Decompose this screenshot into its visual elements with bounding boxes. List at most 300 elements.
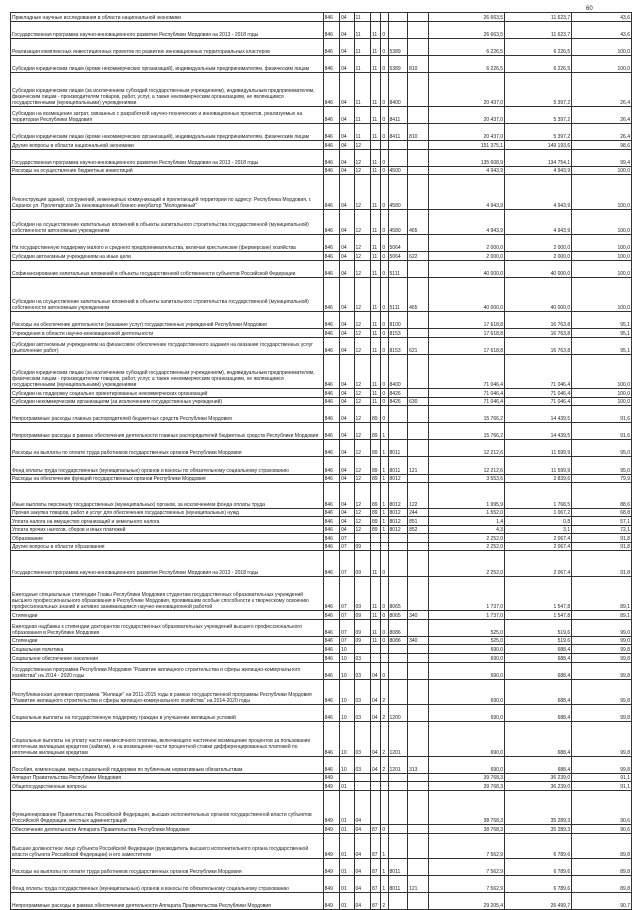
code-cell [388, 542, 408, 551]
table-row [11, 21, 632, 38]
row-name: Прикладные научные исследования в области национальной экономики [11, 13, 324, 22]
code-cell: 4580 [388, 209, 408, 235]
amount-cell: 1 737,0 [428, 577, 504, 611]
amount-cell: 688,4 [505, 705, 572, 722]
code-cell: 846 [323, 38, 340, 55]
amount-cell: 17 618,8 [428, 329, 504, 338]
table-row [11, 525, 632, 534]
code-cell: 12 [354, 474, 371, 483]
table-row [11, 235, 632, 252]
amount-cell: 91,8 [572, 534, 632, 543]
code-cell: 04 [340, 21, 354, 38]
row-name: Общегосударственные вопросы [11, 782, 324, 791]
code-cell: 0 [381, 389, 388, 398]
code-cell: 846 [323, 166, 340, 175]
row-name: Учреждения в области научно-инновационной деятельности [11, 329, 324, 338]
code-cell [388, 824, 408, 833]
row-name: Функционирование Правительства Российской Федерации, высших исполнительных органов государственной власти субъектов Российской Федерации, местных администраций [11, 790, 324, 824]
code-cell [388, 773, 408, 782]
code-cell: 846 [323, 483, 340, 509]
code-cell [408, 790, 429, 824]
amount-cell: 7 562,9 [428, 876, 504, 893]
code-cell: 1 [381, 474, 388, 483]
amount-cell: 688,4 [505, 662, 572, 679]
code-cell: 04 [354, 893, 371, 910]
code-cell [388, 141, 408, 150]
code-cell: 03 [354, 679, 371, 705]
code-cell [408, 577, 429, 611]
amount-cell: 99,0 [572, 619, 632, 636]
amount-cell: 16 763,8 [505, 312, 572, 329]
code-cell: 0 [381, 166, 388, 175]
code-cell [388, 13, 408, 22]
row-name: Реализация комплексных инвестиционных проектов по развитию инновационных территориальных кластеров [11, 38, 324, 55]
code-cell [381, 782, 388, 791]
code-cell: 89 [371, 440, 381, 457]
code-cell: 03 [354, 756, 371, 773]
code-cell: 630 [408, 397, 429, 406]
amount-cell: 90,7 [572, 893, 632, 910]
code-cell: 12 [354, 354, 371, 388]
row-name: Другие вопросы в области образования [11, 542, 324, 551]
row-name: Иные выплаты персоналу государственных (муниципальных) органов, за исключением фонда оплаты труда [11, 483, 324, 509]
code-cell [381, 542, 388, 551]
code-cell: 846 [323, 534, 340, 543]
amount-cell: 690,0 [428, 705, 504, 722]
code-cell: 11 [371, 329, 381, 338]
amount-cell: 688,4 [505, 645, 572, 654]
code-cell [408, 782, 429, 791]
code-cell: 04 [354, 790, 371, 824]
code-cell: 846 [323, 525, 340, 534]
amount-cell: 5 397,2 [505, 72, 572, 106]
code-cell: 03 [354, 662, 371, 679]
code-cell: 11 [371, 209, 381, 235]
code-cell [408, 21, 429, 38]
amount-cell: 26 663,5 [428, 21, 504, 38]
row-name: Государственная программа научно-инновационного развития Республики Мордовия на 2013 - 2018 годы [11, 149, 324, 166]
code-cell: 12 [354, 397, 371, 406]
code-cell: 12 [354, 235, 371, 252]
code-cell [408, 645, 429, 654]
amount-cell: 40 000,0 [428, 277, 504, 311]
code-cell: 04 [371, 662, 381, 679]
table-row [11, 337, 632, 354]
code-cell: 04 [340, 483, 354, 509]
code-cell: 11 [371, 636, 381, 645]
amount-cell: 2 252,0 [428, 551, 504, 577]
code-cell: 846 [323, 440, 340, 457]
code-cell [371, 654, 381, 663]
code-cell [388, 406, 408, 423]
code-cell: 11 [371, 577, 381, 611]
row-name: Ежегодная надбавка к стипендии докторантов государственных образовательных учреждений высшего профессионального образования в Республике Мордовия [11, 619, 324, 636]
code-cell: 11 [371, 235, 381, 252]
code-cell: 11 [371, 72, 381, 106]
code-cell: 10 [340, 679, 354, 705]
amount-cell: 1,4 [428, 517, 504, 526]
code-cell [371, 773, 381, 782]
amount-cell: 6 789,6 [505, 859, 572, 876]
code-cell: 11 [371, 166, 381, 175]
code-cell [408, 833, 429, 859]
code-cell [381, 645, 388, 654]
amount-cell: 39 768,3 [428, 773, 504, 782]
code-cell: 0 [381, 149, 388, 166]
code-cell [408, 722, 429, 756]
code-cell: 12 [354, 175, 371, 209]
budget-table-body [11, 13, 632, 910]
row-name: Стипендии [11, 636, 324, 645]
amount-cell: 688,4 [505, 654, 572, 663]
code-cell: 8065 [388, 577, 408, 611]
code-cell: 89 [371, 517, 381, 526]
code-cell: 11 [354, 38, 371, 55]
row-name: Фонд оплаты труда государственных (муниципальных) органов и взносы по обязательному социальному страхованию [11, 876, 324, 893]
code-cell: 846 [323, 149, 340, 166]
amount-cell: 4 943,9 [505, 166, 572, 175]
code-cell: 11 [371, 312, 381, 329]
code-cell: 8400 [388, 72, 408, 106]
code-cell: 846 [323, 619, 340, 636]
row-name: Уплата налога на имущество организаций и земельного налога [11, 517, 324, 526]
amount-cell: 100,0 [572, 389, 632, 398]
amount-cell: 35 289,3 [505, 824, 572, 833]
code-cell: 8011 [388, 876, 408, 893]
amount-cell: 16 763,8 [505, 337, 572, 354]
amount-cell: 91,6 [572, 406, 632, 423]
code-cell: 849 [323, 833, 340, 859]
code-cell: 09 [354, 619, 371, 636]
code-cell: 846 [323, 397, 340, 406]
code-cell: 8100 [388, 312, 408, 329]
row-name: Субсидии автономным учреждениям на финансовое обеспечение государственного задания на оказание государственных услуг (выполнение работ) [11, 337, 324, 354]
code-cell: 10 [340, 662, 354, 679]
page-number: 60 [586, 6, 593, 12]
table-row [11, 124, 632, 141]
row-name: Государственная программа научно-инновационного развития Республики Мордовия на 2013 - 2018 годы [11, 21, 324, 38]
code-cell: 8012 [388, 474, 408, 483]
code-cell: 11 [371, 175, 381, 209]
row-name: Непрограммные расходы в рамках обеспечения деятельности Аппарата Правительства Республики Мордовия [11, 893, 324, 910]
amount-cell: 1 067,2 [505, 508, 572, 517]
code-cell: 846 [323, 705, 340, 722]
row-name: Софинансирование капитальных вложений в объекты государственной собственности субъектов Российской Федерации [11, 260, 324, 277]
code-cell: 04 [340, 474, 354, 483]
code-cell: 04 [340, 141, 354, 150]
code-cell [408, 679, 429, 705]
code-cell: 244 [408, 508, 429, 517]
code-cell [408, 166, 429, 175]
code-cell: 11 [371, 38, 381, 55]
code-cell: 04 [340, 440, 354, 457]
amount-cell: 89,1 [572, 577, 632, 611]
code-cell: 12 [354, 508, 371, 517]
row-name: Субсидии на осуществление капитальных вложений в объекты капитального строительства государственной (муниципальной) собственности автономным учреждениям [11, 277, 324, 311]
table-row [11, 722, 632, 756]
table-row [11, 175, 632, 209]
amount-cell: 39 768,3 [428, 782, 504, 791]
code-cell: 0 [381, 260, 388, 277]
amount-cell: 91,6 [572, 423, 632, 440]
code-cell: 11 [354, 72, 371, 106]
code-cell: 11 [371, 107, 381, 124]
amount-cell: 89,8 [572, 833, 632, 859]
row-name: Фонд оплаты труда государственных (муниципальных) органов и взносы по обязательному социальному страхованию [11, 457, 324, 474]
code-cell: 12 [354, 337, 371, 354]
code-cell: 89 [371, 525, 381, 534]
code-cell: 340 [408, 636, 429, 645]
table-row [11, 107, 632, 124]
amount-cell: 100,0 [572, 354, 632, 388]
code-cell: 12 [354, 260, 371, 277]
code-cell: 8086 [388, 636, 408, 645]
code-cell: 89 [371, 406, 381, 423]
amount-cell: 6 789,6 [505, 833, 572, 859]
code-cell [408, 893, 429, 910]
code-cell: 12 [354, 423, 371, 440]
code-cell: 12 [354, 149, 371, 166]
row-name: Аппарат Правительства Республики Мордовия [11, 773, 324, 782]
code-cell: 01 [340, 833, 354, 859]
table-row [11, 636, 632, 645]
code-cell: 0 [381, 662, 388, 679]
code-cell [408, 654, 429, 663]
code-cell [408, 312, 429, 329]
table-row [11, 577, 632, 611]
table-row [11, 824, 632, 833]
code-cell [371, 13, 381, 22]
code-cell: 846 [323, 474, 340, 483]
code-cell: 11 [354, 107, 371, 124]
code-cell: 0 [381, 38, 388, 55]
code-cell: 04 [340, 252, 354, 261]
code-cell: 8411 [388, 107, 408, 124]
amount-cell: 40 000,0 [428, 260, 504, 277]
code-cell: 04 [340, 389, 354, 398]
code-cell: 12 [354, 141, 371, 150]
row-name: Субсидии автономным учреждениям на иные цели [11, 252, 324, 261]
code-cell: 04 [340, 235, 354, 252]
code-cell: 846 [323, 209, 340, 235]
code-cell: 0 [381, 611, 388, 620]
code-cell: 12 [354, 389, 371, 398]
code-cell: 0 [381, 636, 388, 645]
table-row [11, 679, 632, 705]
code-cell: 11 [371, 619, 381, 636]
table-row [11, 542, 632, 551]
code-cell: 1200 [388, 705, 408, 722]
code-cell [354, 773, 371, 782]
code-cell [354, 782, 371, 791]
code-cell: 89 [371, 508, 381, 517]
row-name: Субсидии на поддержку социально ориентированных некоммерческих организаций [11, 389, 324, 398]
amount-cell: 40 000,0 [505, 260, 572, 277]
amount-cell: 2 252,0 [428, 534, 504, 543]
code-cell: 8011 [388, 859, 408, 876]
row-name: Социальные выплаты на уплату части ежемесячного платежа, включающего частичное возмещение процентов за пользование ипотечным жилищным кредитом (займом), и на возмещение части процентной ставки дифференцированных платежей по ипотечным жилищным кредитам [11, 722, 324, 756]
amount-cell: 100,0 [572, 209, 632, 235]
amount-cell: 4 943,9 [428, 175, 504, 209]
amount-cell: 95,1 [572, 337, 632, 354]
amount-cell: 26 499,7 [505, 893, 572, 910]
code-cell [408, 141, 429, 150]
code-cell [408, 175, 429, 209]
code-cell: 87 [371, 833, 381, 859]
code-cell: 0 [381, 252, 388, 261]
amount-cell: 99,8 [572, 705, 632, 722]
code-cell: 07 [340, 636, 354, 645]
code-cell: 846 [323, 722, 340, 756]
amount-cell: 1 737,0 [428, 611, 504, 620]
code-cell: 0 [381, 337, 388, 354]
code-cell: 04 [340, 312, 354, 329]
code-cell: 846 [323, 662, 340, 679]
table-row [11, 654, 632, 663]
amount-cell: 40 000,0 [505, 277, 572, 311]
code-cell [408, 260, 429, 277]
amount-cell: 91,8 [572, 542, 632, 551]
code-cell: 0 [381, 551, 388, 577]
code-cell: 846 [323, 636, 340, 645]
code-cell: 1 [381, 833, 388, 859]
row-name: Субсидии юридическим лицам (кроме некоммерческих организаций), индивидуальным предпринимателям, физическим лицам [11, 124, 324, 141]
table-row [11, 893, 632, 910]
table-row [11, 329, 632, 338]
code-cell: 846 [323, 107, 340, 124]
code-cell: 87 [371, 824, 381, 833]
code-cell: 89 [371, 483, 381, 509]
code-cell: 5389 [388, 38, 408, 55]
table-row [11, 474, 632, 483]
amount-cell: 100,0 [572, 175, 632, 209]
code-cell: 846 [323, 252, 340, 261]
code-cell [408, 354, 429, 388]
code-cell: 11 [354, 55, 371, 72]
code-cell: 11 [354, 21, 371, 38]
row-name: Стипендии [11, 611, 324, 620]
code-cell: 846 [323, 517, 340, 526]
amount-cell: 135 608,9 [428, 149, 504, 166]
amount-cell: 6 226,5 [428, 55, 504, 72]
code-cell: 1 [381, 525, 388, 534]
code-cell: 12 [354, 483, 371, 509]
code-cell: 851 [408, 517, 429, 526]
amount-cell: 690,0 [428, 756, 504, 773]
code-cell: 12 [354, 457, 371, 474]
row-name: Расходы на выплаты по оплате труда работников государственных органов Республики Мордовия [11, 440, 324, 457]
row-name: Социальные выплаты на государственную поддержку граждан в улучшении жилищных условий [11, 705, 324, 722]
code-cell: 846 [323, 457, 340, 474]
amount-cell: 4 943,9 [505, 175, 572, 209]
code-cell: 04 [354, 824, 371, 833]
amount-cell: 90,6 [572, 824, 632, 833]
amount-cell: 35 289,3 [505, 790, 572, 824]
amount-cell: 2 000,0 [428, 252, 504, 261]
code-cell: 0 [381, 124, 388, 141]
code-cell: 89 [371, 457, 381, 474]
table-row [11, 440, 632, 457]
code-cell: 622 [408, 252, 429, 261]
code-cell [381, 790, 388, 824]
code-cell: 846 [323, 312, 340, 329]
amount-cell: 99,8 [572, 756, 632, 773]
amount-cell: 38 768,3 [428, 824, 504, 833]
code-cell: 846 [323, 55, 340, 72]
code-cell: 12 [354, 440, 371, 457]
code-cell: 04 [340, 525, 354, 534]
amount-cell: 7 562,9 [428, 859, 504, 876]
code-cell: 0 [381, 21, 388, 38]
amount-cell: 525,0 [428, 619, 504, 636]
code-cell: 340 [408, 611, 429, 620]
code-cell: 04 [340, 260, 354, 277]
amount-cell: 99,0 [572, 636, 632, 645]
amount-cell: 100,0 [572, 235, 632, 252]
code-cell: 0 [381, 329, 388, 338]
code-cell: 11 [371, 397, 381, 406]
code-cell: 849 [323, 893, 340, 910]
amount-cell: 71 046,4 [505, 389, 572, 398]
code-cell: 04 [340, 423, 354, 440]
code-cell: 846 [323, 577, 340, 611]
amount-cell: 12 212,6 [428, 457, 504, 474]
code-cell: 8012 [388, 525, 408, 534]
code-cell: 5111 [388, 277, 408, 311]
table-row [11, 611, 632, 620]
amount-cell: 1 547,8 [505, 577, 572, 611]
code-cell: 8153 [388, 329, 408, 338]
code-cell: 11 [371, 277, 381, 311]
amount-cell: 6 226,5 [505, 38, 572, 55]
amount-cell: 71 046,4 [428, 397, 504, 406]
code-cell: 04 [340, 38, 354, 55]
code-cell: 01 [340, 859, 354, 876]
code-cell: 2 [381, 705, 388, 722]
code-cell: 846 [323, 423, 340, 440]
code-cell: 11 [371, 124, 381, 141]
code-cell: 04 [340, 517, 354, 526]
amount-cell: 6 789,6 [505, 876, 572, 893]
code-cell: 846 [323, 277, 340, 311]
table-row [11, 645, 632, 654]
code-cell: 8011 [388, 457, 408, 474]
amount-cell: 72,1 [572, 525, 632, 534]
amount-cell: 91,1 [572, 782, 632, 791]
amount-cell: 68,8 [572, 508, 632, 517]
amount-cell: 20 437,0 [428, 107, 504, 124]
amount-cell: 100,0 [572, 277, 632, 311]
amount-cell: 89,1 [572, 611, 632, 620]
code-cell: 11 [371, 551, 381, 577]
code-cell: 1 [381, 423, 388, 440]
code-cell: 849 [323, 859, 340, 876]
amount-cell: 79,9 [572, 474, 632, 483]
amount-cell: 149 193,6 [505, 141, 572, 150]
code-cell: 8012 [388, 517, 408, 526]
code-cell: 04 [340, 124, 354, 141]
code-cell: 10 [340, 645, 354, 654]
code-cell: 1 [381, 457, 388, 474]
amount-cell: 690,0 [428, 679, 504, 705]
code-cell [371, 542, 381, 551]
row-name: На государственную поддержку малого и среднего предпринимательства, включая крестьянские (фермерские) хозяйства [11, 235, 324, 252]
code-cell [354, 534, 371, 543]
amount-cell: 1 547,8 [505, 611, 572, 620]
amount-cell: 100,0 [572, 252, 632, 261]
code-cell: 01 [340, 893, 354, 910]
row-name: Республиканская целевая программа "Жилище" на 2011-2015 годы в рамках государственной программы Республики Мордовия "Развитие жилищного строительства и сферы жилищно-коммунального хозяйства" на 2014-2020 годы [11, 679, 324, 705]
